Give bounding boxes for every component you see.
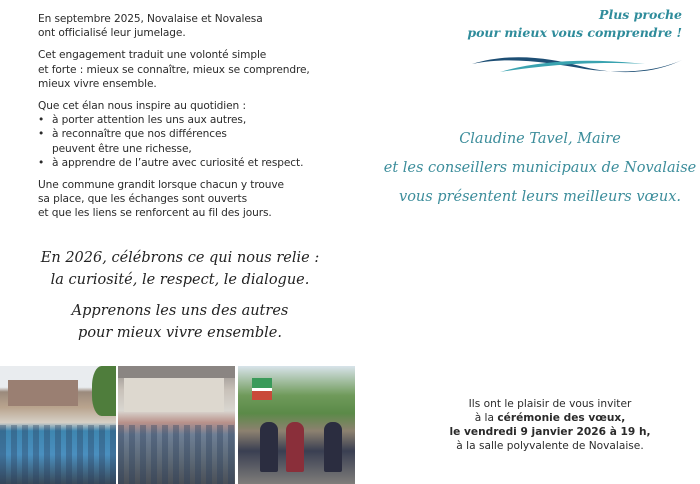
photo-detail bbox=[118, 425, 235, 484]
text-line: Plus proche bbox=[599, 7, 682, 22]
photo-detail bbox=[0, 425, 116, 484]
photo-detail bbox=[324, 422, 342, 472]
text-line: pour mieux vivre ensemble. bbox=[78, 325, 282, 341]
bullet-item bbox=[38, 113, 348, 127]
bullet-item bbox=[38, 156, 348, 170]
text-line: En septembre 2025, Novalaise et Novalesa bbox=[38, 13, 263, 25]
paragraph-engagement bbox=[38, 48, 348, 91]
photo-detail bbox=[8, 380, 78, 406]
text-line: à porter attention les uns aux autres, bbox=[52, 114, 247, 127]
photo-detail bbox=[124, 372, 224, 412]
paragraph-community bbox=[38, 178, 348, 221]
photo-brass-band bbox=[0, 366, 116, 484]
photo-traditional-costumes bbox=[238, 366, 355, 484]
text-line: Cet engagement traduit une volonté simple bbox=[38, 49, 267, 62]
paragraph-twinning bbox=[38, 12, 348, 40]
motto-learn bbox=[30, 300, 330, 344]
text-line: à reconnaître que nos différences bbox=[52, 128, 227, 141]
text-line: Apprenons les uns des autres bbox=[71, 303, 289, 319]
wave-logo-icon bbox=[470, 50, 685, 80]
text-line: et forte : mieux se connaître, mieux se comprendre, bbox=[38, 63, 310, 76]
ceremony-venue: à la salle polyvalente de Novalaise. bbox=[456, 440, 644, 452]
text-line: ont officialisé leur jumelage. bbox=[38, 27, 186, 40]
motto-celebrate bbox=[30, 247, 330, 291]
intro-text bbox=[38, 12, 348, 229]
ceremony-title: cérémonie des vœux, bbox=[497, 412, 626, 424]
greeting-mayor: Claudine Tavel, Maire bbox=[459, 131, 621, 147]
photo-detail bbox=[252, 378, 272, 400]
photo-detail bbox=[92, 366, 116, 416]
text-line: la curiosité, le respect, le dialogue. bbox=[50, 272, 310, 288]
invitation bbox=[400, 397, 700, 453]
text-line: à apprendre de l’autre avec curiosité et respect. bbox=[52, 156, 304, 169]
text-line: et que les liens se renforcent au fil des jours. bbox=[38, 207, 272, 220]
bullet-item bbox=[38, 127, 348, 155]
paragraph-inspiration bbox=[38, 99, 348, 113]
ceremony-date: le vendredi 9 janvier 2026 à 19 h, bbox=[449, 426, 651, 438]
text-line: peuvent être une richesse, bbox=[52, 142, 192, 155]
photo-detail bbox=[260, 422, 278, 472]
photo-detail bbox=[286, 422, 304, 472]
text-line: à la bbox=[474, 412, 498, 424]
text-line: Ils ont le plaisir de vous inviter bbox=[468, 398, 632, 410]
text-line: Que cet élan nous inspire au quotidien : bbox=[38, 100, 246, 113]
photo-detail bbox=[118, 366, 235, 378]
greeting-wishes: vous présentent leurs meilleurs vœux. bbox=[399, 189, 681, 205]
photo-crowd bbox=[118, 366, 235, 484]
slogan bbox=[467, 6, 682, 42]
text-line: sa place, que les échanges sont ouverts bbox=[38, 193, 248, 206]
bullet-list bbox=[38, 113, 348, 170]
text-line: Une commune grandit lorsque chacun y trouve bbox=[38, 179, 284, 192]
wave-dark bbox=[472, 57, 682, 72]
greeting-council: et les conseillers municipaux de Novalaise bbox=[383, 160, 697, 176]
text-line: pour mieux vous comprendre ! bbox=[467, 25, 682, 40]
text-line: mieux vivre ensemble. bbox=[38, 77, 157, 90]
text-line: En 2026, célébrons ce qui nous relie : bbox=[40, 250, 320, 266]
